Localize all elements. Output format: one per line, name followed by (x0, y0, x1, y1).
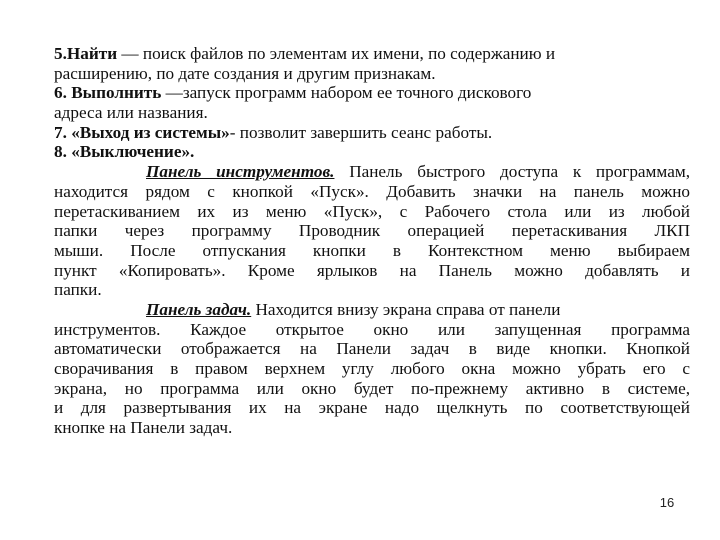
toolbar-paragraph-line: пункт «Копировать». Кроме ярлыков на Панель можно добавлять и (54, 260, 690, 280)
toolbar-paragraph-line: находится рядом с кнопкой «Пуск». Добавить значки на панель можно (54, 181, 690, 201)
toolbar-paragraph-line: мыши. После отпускания кнопки в Контекстном меню выбираем (54, 240, 690, 260)
toolbar-paragraph-line: перетаскиванием их из меню «Пуск», с Рабочего стола или из любой (54, 201, 690, 221)
taskbar-paragraph-line-1: Панель задач. Находится внизу экрана справа от панели (146, 299, 561, 319)
item-8-line (54, 142, 690, 162)
toolbar-paragraph-line-1: Панель инструментов. Панель быстрого доступа к программам, (146, 162, 690, 182)
taskbar-heading: Панель задач. (146, 299, 252, 319)
item-8-title: 8. «Выключение». (54, 142, 195, 162)
item-5-title: 5.Найти (54, 44, 118, 63)
item-6-title: 6. Выполнить (54, 83, 162, 103)
item-7-title: 7. «Выход из системы» (54, 122, 230, 142)
item-6-line-1: 6. Выполнить —запуск программ набором ее точного дискового (54, 83, 532, 103)
taskbar-paragraph-line: сворачивания в правом верхнем углу любого окна можно убрать его с (54, 359, 690, 378)
item-6-line-2: адреса или названия. (54, 103, 208, 123)
toolbar-paragraph-line: папки через программу Проводник операцией перетаскивания ЛКП (54, 221, 690, 241)
taskbar-paragraph-line: экрана, но программа или окно будет по-прежнему активно в системе, (54, 378, 690, 398)
page-number: 16 (659, 495, 675, 510)
item-7-line: 7. «Выход из системы»- позволит завершить сеанс работы. (54, 122, 493, 142)
taskbar-paragraph-last-line: кнопке на Панели задач. (54, 418, 233, 438)
taskbar-paragraph-line: автоматически отображается на Панели задач в виде кнопки. Кнопкой (54, 339, 690, 359)
toolbar-heading: Панель инструментов. (146, 162, 335, 182)
item-5-line-2: расширению, по дате создания и другим признакам. (54, 63, 436, 83)
taskbar-paragraph-line: и для развертывания их на экране надо щелкнуть по соответствующей (54, 398, 690, 418)
slide-text (54, 44, 690, 438)
taskbar-paragraph-line: инструментов. Каждое открытое окно или запущенная программа (54, 319, 690, 339)
item-5-line-1: 5.Найти — поиск файлов по элементам их имени, по содержанию и (54, 44, 556, 63)
toolbar-paragraph-last-line: папки. (54, 280, 102, 300)
